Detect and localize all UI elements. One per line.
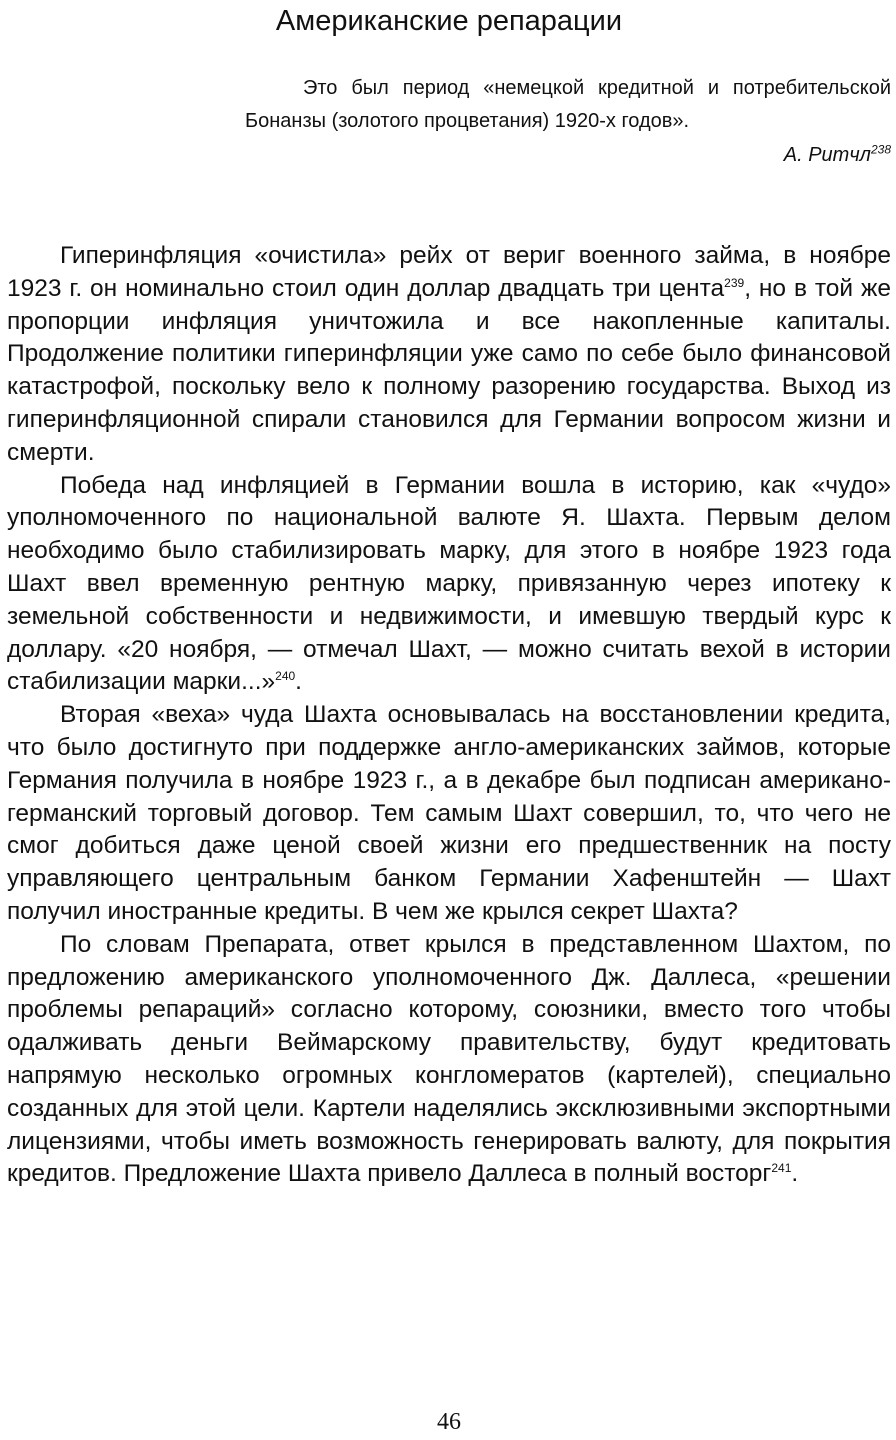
footnote-ref: 238	[870, 142, 891, 157]
page-number: 46	[437, 1409, 461, 1435]
epigraph	[245, 72, 891, 168]
paragraph	[7, 470, 891, 700]
paragraph-text: Гиперинфляция «очистила» рейх от вериг военного займа, в ноябре 1923 г. он номинально стоил один доллар двадцать три цента	[7, 242, 891, 302]
paragraph	[7, 699, 891, 929]
paragraph-text: Победа над инфляцией в Германии вошла в историю, как «чудо» уполномоченного по национальной валюте Я. Шахта. Первым делом необходимо было стабилизировать марку, для этого в ноябре 1923 года Шахт ввел временную рентную марку, привязанную через ипотеку к земельной собственности и недвижимости, и имевшую твердый курс к доллару. «20 ноября, — отмечал Шахт, — можно считать вехой в истории стабилизации марки...»	[7, 471, 891, 696]
footnote-ref: 239	[724, 275, 745, 290]
footnote-ref: 241	[771, 1161, 792, 1176]
epigraph-author	[245, 142, 891, 168]
epigraph-text: Это был период «немецкой кредитной и потребительской Бонанзы (золотого процветания) 1920-х годов».	[245, 77, 891, 132]
paragraph-text: .	[791, 1160, 799, 1188]
chapter-title: Американские репарации	[275, 5, 623, 37]
epigraph-author-name: А. Ритчл	[783, 144, 871, 166]
book-page	[7, 0, 891, 1440]
paragraph	[7, 929, 891, 1191]
paragraph-text: По словам Препарата, ответ крылся в представленном Шахтом, по предложению американского уполномоченного Дж. Даллеса, «решении проблемы репараций» согласно которому, союзники, вместо того чтобы одалживать деньги Веймарскому правительству, будут кредитовать напрямую несколько огромных конгломератов (картелей), специально созданных для этой цели. Картели наделялись эксклюзивными экспортными лицензиями, чтобы иметь возможность генерировать валюту, для покрытия кредитов. Предложение Шахта привело Даллеса в полный восторг	[7, 930, 891, 1188]
footnote-ref: 240	[275, 669, 296, 684]
body-text	[7, 240, 891, 1191]
paragraph	[7, 240, 891, 470]
paragraph-text: Вторая «веха» чуда Шахта основывалась на восстановлении кредита, что было достигнуто при поддержке англо-американских займов, которые Германия получила в ноябре 1923 г., а в декабре был подписан американо-германский торговый договор. Тем самым Шахт совершил, то, что чего не смог добиться даже ценой своей жизни его предшественник на посту управляющего центральным банком Германии Хафенштейн — Шахт получил иностранные кредиты. В чем же крылся секрет Шахта?	[7, 701, 891, 925]
paragraph-text: , но в той же пропорции инфляция уничтожила и все накопленные капиталы. Продолжение политики гиперинфляции уже само по себе было финансовой катастрофой, поскольку вело к полному разорению государства. Выход из гиперинфляционной спирали становился для Германии вопросом жизни и смерти.	[7, 274, 892, 466]
paragraph-text: .	[295, 668, 302, 696]
